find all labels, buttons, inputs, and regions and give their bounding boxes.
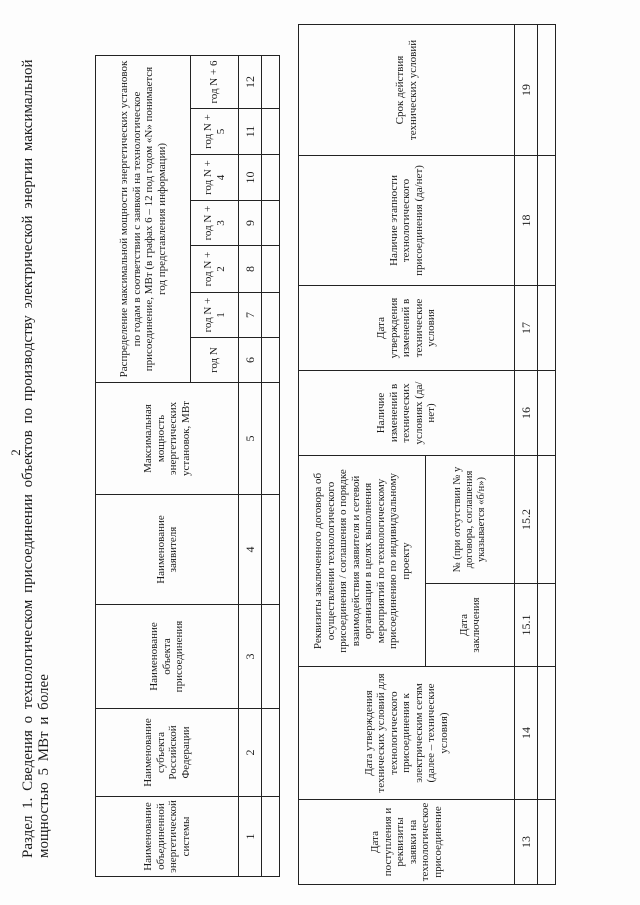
header-validity-period: Срок действия технических условий xyxy=(299,24,515,155)
header-changes-present: Наличие изменений в технических условиях (да/нет) xyxy=(299,370,515,455)
header-conclusion-date: Дата заключения xyxy=(426,584,515,667)
column-number: 4 xyxy=(239,495,262,605)
header-applicant-name: Наименование заявителя xyxy=(96,495,239,605)
column-numbers-row xyxy=(515,24,538,884)
header-object-name: Наименование объекта присоединения xyxy=(96,605,239,709)
header-contract-number: № (при отсутствии № у договора, соглашения указывается «б/н») xyxy=(426,455,515,583)
column-number: 7 xyxy=(239,293,262,338)
column-number: 6 xyxy=(239,338,262,383)
header-year: год N + 6 xyxy=(191,56,239,109)
header-year: год N + 5 xyxy=(191,109,239,155)
header-application-date: Дата поступления и реквизиты заявки на технологическое присоединение xyxy=(299,800,515,885)
table-power-distribution xyxy=(95,55,280,877)
column-number: 15.1 xyxy=(515,584,538,667)
header-contract-details: Реквизиты заключенного договора об осуществлении технологического присоединения / соглашения о порядке взаимодействия заявителя и сетевой организации в целях выполнения мероприятий по технологическому присоединению по индивидуальному проекту xyxy=(299,455,426,666)
page-number: 2 xyxy=(8,449,23,456)
column-number: 5 xyxy=(239,383,262,495)
column-number: 11 xyxy=(239,109,262,155)
header-subject-rf: Наименование субъекта Российской Федерации xyxy=(96,709,239,797)
header-tech-conditions-date: Дата утверждения технических условий для технологического присоединения к электрическим сетям (далее – технические условия) xyxy=(299,667,515,800)
column-number: 14 xyxy=(515,667,538,800)
section-title: Раздел 1. Сведения о технологическом присоединении объектов по производству электрической энергии максимальной мощностью 5 МВт и более xyxy=(20,59,52,858)
header-year: год N + 1 xyxy=(191,293,239,338)
column-number: 18 xyxy=(515,155,538,285)
column-number: 1 xyxy=(239,797,262,877)
column-number: 16 xyxy=(515,370,538,455)
column-number: 12 xyxy=(239,56,262,109)
column-number: 17 xyxy=(515,285,538,370)
table-contract-details xyxy=(298,24,556,885)
column-number: 9 xyxy=(239,201,262,246)
column-number: 8 xyxy=(239,246,262,293)
header-year: год N + 2 xyxy=(191,246,239,293)
header-year: год N + 3 xyxy=(191,201,239,246)
column-numbers-row xyxy=(239,56,262,877)
header-year: год N xyxy=(191,338,239,383)
empty-data-row xyxy=(538,24,556,884)
header-staging-present: Наличие этапности технологического присоединения (да/нет) xyxy=(299,155,515,285)
column-number: 3 xyxy=(239,605,262,709)
header-power-by-year: Распределение максимальной мощности энергетических установок по годам в соответствии с заявкой на технологическое присоединение, МВт (в графах 6 – 12 под годом «N» понимается год представления информации) xyxy=(96,56,191,383)
column-number: 10 xyxy=(239,155,262,201)
column-number: 19 xyxy=(515,24,538,155)
empty-data-row xyxy=(262,56,280,877)
column-number: 2 xyxy=(239,709,262,797)
header-year: год N + 4 xyxy=(191,155,239,201)
column-number: 15.2 xyxy=(515,455,538,583)
header-changes-date: Дата утверждения изменений в технические условия xyxy=(299,285,515,370)
column-number: 13 xyxy=(515,800,538,885)
header-max-power: Максимальная мощность энергетических установок, МВт xyxy=(96,383,239,495)
header-energy-system: Наименование объединенной энергетической системы xyxy=(96,797,239,877)
